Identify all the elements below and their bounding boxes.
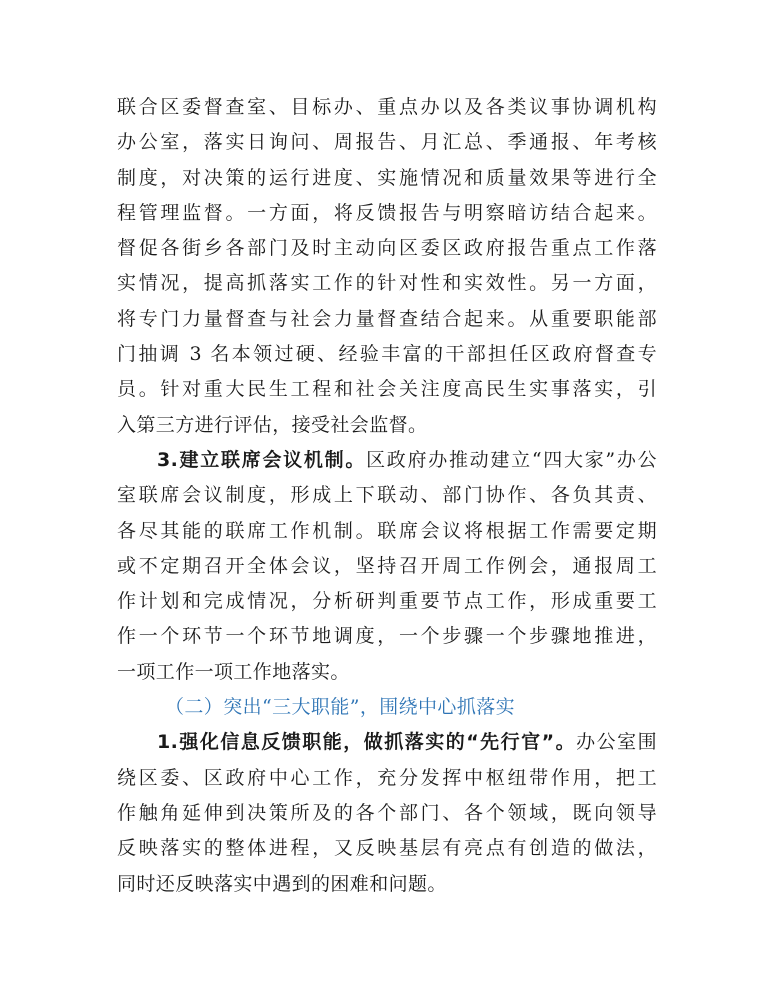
text-line: 入第三方进行评估，接受社会监督。 bbox=[117, 413, 428, 436]
text-line: 绕区委、区政府中心工作，充分发挥中枢纽带作用，把工 bbox=[117, 766, 657, 789]
text-line: 将专门力量督查与社会力量督查结合起来。从重要职能部 bbox=[117, 307, 657, 330]
document-body bbox=[117, 90, 657, 902]
paragraph-lead-rest: 办公室围 bbox=[576, 731, 657, 754]
text-line: 督促各街乡各部门及时主动向区委区政府报告重点工作落 bbox=[117, 237, 657, 260]
text-line: 作计划和完成情况，分析研判重要节点工作，形成重要工 bbox=[117, 590, 657, 613]
text-line: 联合区委督查室、目标办、重点办以及各类议事协调机构 bbox=[117, 96, 657, 118]
text-line: 反映落实的整体进程，又反映基层有亮点有创造的做法， bbox=[117, 837, 657, 860]
text-line: 实情况，提高抓落实工作的针对性和实效性。另一方面， bbox=[117, 272, 657, 295]
text-line: 各尽其能的联席工作机制。联席会议将根据工作需要定期 bbox=[117, 519, 657, 542]
text-line bbox=[117, 725, 657, 760]
paragraph-lead-bold: 3.建立联席会议机制。 bbox=[157, 448, 367, 471]
text-line: 员。针对重大民生工程和社会关注度高民生实事落实，引 bbox=[117, 378, 657, 401]
text-line: 程管理监督。一方面，将反馈报告与明察暗访结合起来。 bbox=[117, 201, 657, 224]
text-line: 制度，对决策的运行进度、实施情况和质量效果等进行全 bbox=[117, 166, 657, 189]
text-line: 办公室，落实日询问、周报告、月汇总、季通报、年考核 bbox=[117, 131, 657, 154]
paragraph-joint-meeting bbox=[117, 443, 657, 690]
text-line: 一项工作一项工作地落实。 bbox=[117, 660, 350, 683]
paragraph-supervision bbox=[117, 90, 657, 443]
paragraph-lead-bold: 1.强化信息反馈职能，做抓落实的“先行官”。 bbox=[157, 731, 577, 754]
text-line bbox=[117, 443, 657, 478]
text-line: 室联席会议制度，形成上下联动、部门协作、各负其责、 bbox=[117, 484, 657, 507]
text-line: 或不定期召开全体会议，坚持召开周工作例会，通报周工 bbox=[117, 554, 657, 577]
paragraph-lead-rest: 区政府办推动建立“四大家”办公 bbox=[366, 448, 657, 471]
text-line: 作一个环节一个环节地调度，一个步骤一个步骤地推进， bbox=[117, 625, 657, 648]
text-line: 作触角延伸到决策所及的各个部门、各个领域，既向领导 bbox=[117, 801, 657, 824]
section-heading: （二）突出“三大职能”，围绕中心抓落实 bbox=[165, 696, 516, 719]
text-line: 同时还反映落实中遇到的困难和问题。 bbox=[117, 872, 447, 895]
text-line: 门抽调 3 名本领过硬、经验丰富的干部担任区政府督查专 bbox=[117, 343, 657, 366]
paragraph-info-feedback bbox=[117, 725, 657, 901]
